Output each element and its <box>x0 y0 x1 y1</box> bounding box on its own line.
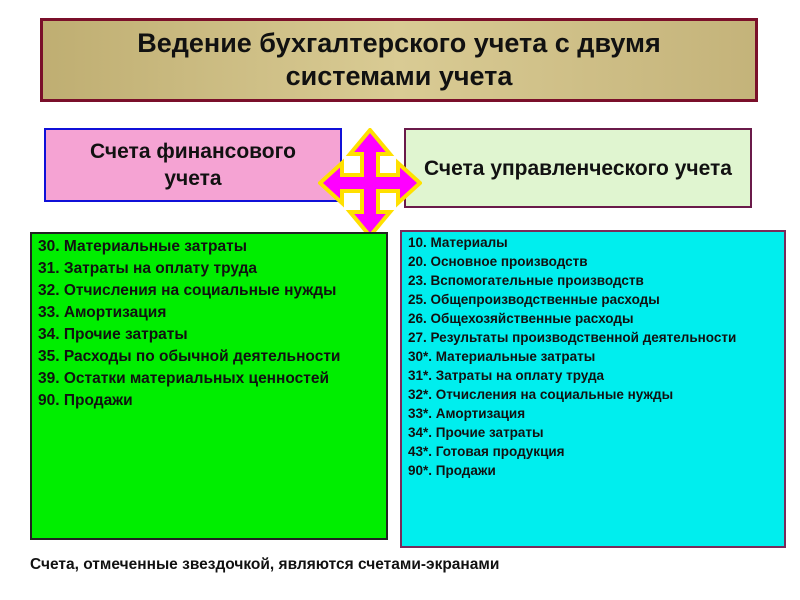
financial-accounts-list <box>30 232 388 540</box>
management-header-label: Счета управленческого учета <box>424 156 732 180</box>
management-accounts-list <box>400 230 786 548</box>
list-item: 33. Амортизация <box>38 304 167 321</box>
list-item: 25. Общепроизводственные расходы <box>408 292 660 307</box>
list-item: 32. Отчисления на социальные нужды <box>38 282 337 299</box>
list-item: 34*. Прочие затраты <box>408 425 544 440</box>
list-item: 27. Результаты производственной деятельности <box>408 330 737 345</box>
list-item: 35. Расходы по обычной деятельности <box>38 348 341 365</box>
list-item: 20. Основное производств <box>408 254 588 269</box>
financial-header-label: Счета финансового учета <box>90 140 296 190</box>
page-title: Ведение бухгалтерского учета с двумя системами учета <box>137 28 661 91</box>
four-way-arrow-icon <box>318 128 422 238</box>
list-item: 33*. Амортизация <box>408 406 526 421</box>
list-item: 30. Материальные затраты <box>38 238 247 255</box>
financial-accounts-header <box>44 128 342 202</box>
list-item: 10. Материалы <box>408 235 508 250</box>
title-box <box>40 18 758 102</box>
list-item: 26. Общехозяйственные расходы <box>408 311 634 326</box>
list-item: 31*. Затраты на оплату труда <box>408 368 605 383</box>
footnote: Счета, отмеченные звездочкой, являются счетами-экранами <box>30 556 500 573</box>
list-item: 23. Вспомогательные производств <box>408 273 644 288</box>
list-item: 34. Прочие затраты <box>38 326 188 343</box>
list-item: 90. Продажи <box>38 392 133 409</box>
list-item: 30*. Материальные затраты <box>408 349 596 364</box>
list-item: 31. Затраты на оплату труда <box>38 260 258 277</box>
management-accounts-header <box>404 128 752 208</box>
list-item: 39. Остатки материальных ценностей <box>38 370 330 387</box>
list-item: 43*. Готовая продукция <box>408 444 565 459</box>
list-item: 32*. Отчисления на социальные нужды <box>408 387 674 402</box>
list-item: 90*. Продажи <box>408 463 496 478</box>
